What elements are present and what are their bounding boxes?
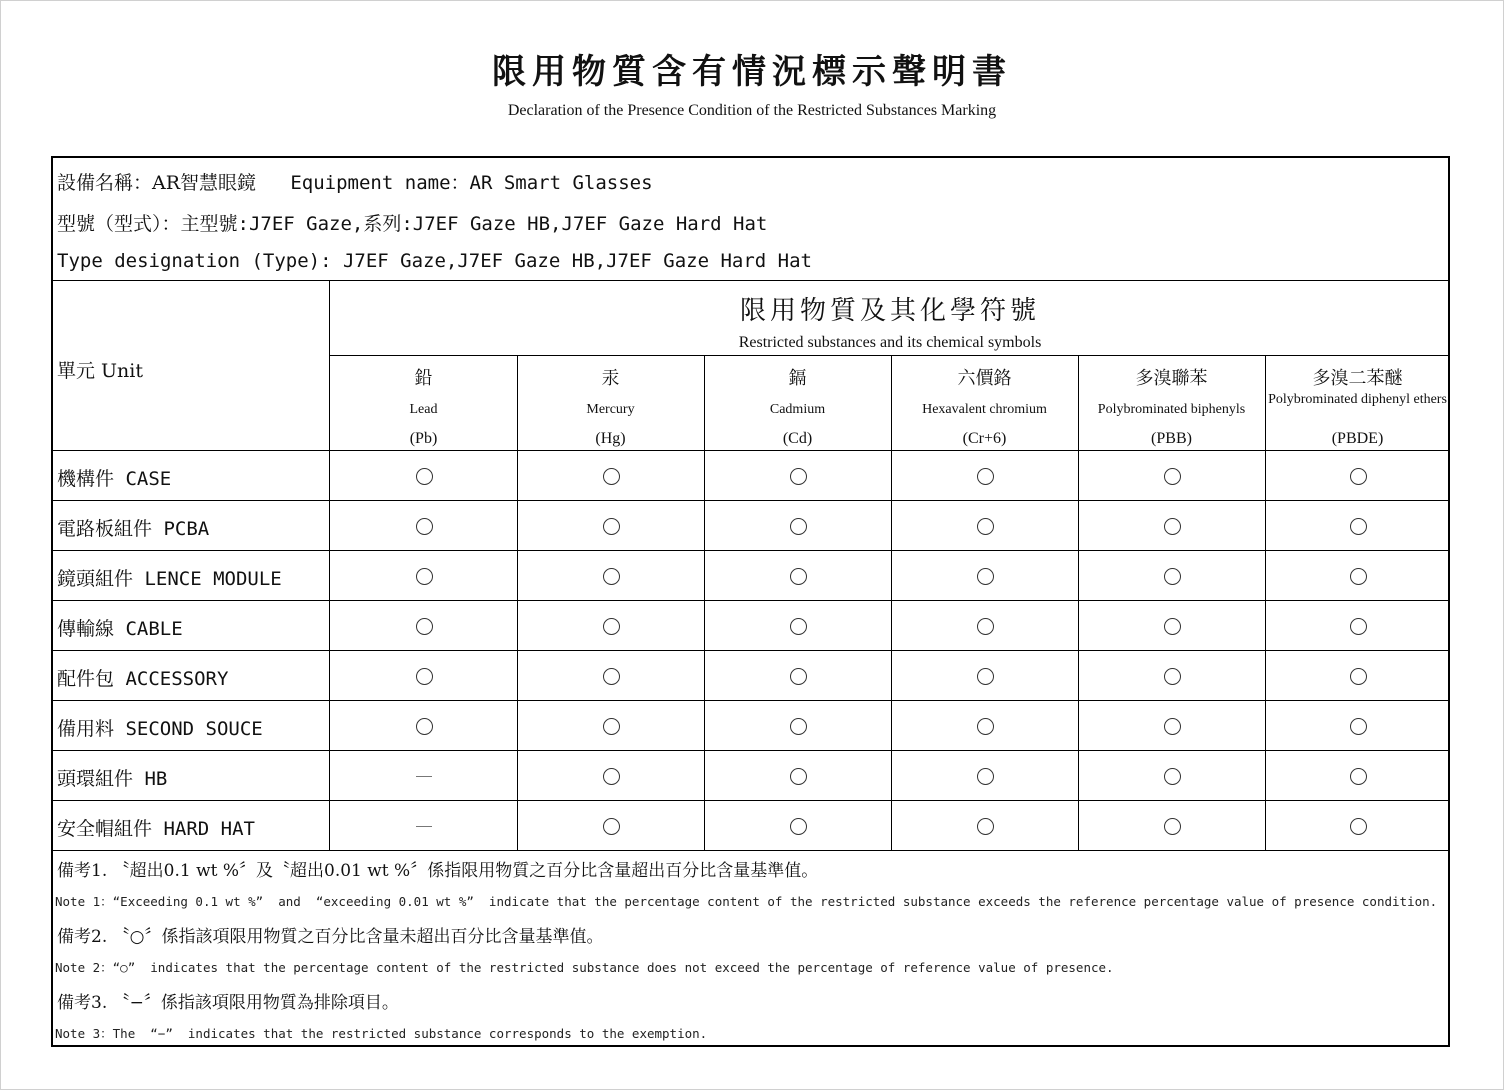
row-label: 頭環組件 HB bbox=[57, 768, 168, 790]
chemical-symbol: (PBB) bbox=[1151, 430, 1192, 447]
not-exceeding-mark bbox=[977, 668, 994, 685]
column-divider bbox=[891, 355, 892, 850]
chemical-symbol: (Cd) bbox=[782, 430, 813, 447]
not-exceeding-mark bbox=[977, 568, 994, 585]
not-exceeding-mark bbox=[790, 568, 807, 585]
restricted-substances-subtitle: Restricted substances and its chemical symbols bbox=[738, 334, 1042, 351]
not-exceeding-mark bbox=[603, 668, 620, 685]
column-header bbox=[517, 356, 704, 450]
substance-name-zh: 鎘 bbox=[788, 368, 807, 389]
substance-name-zh: 多溴二苯醚 bbox=[1312, 368, 1403, 389]
not-exceeding-mark bbox=[603, 718, 620, 735]
not-exceeding-mark bbox=[790, 518, 807, 535]
substance-name-en: Polybrominated diphenyl ethers bbox=[1268, 392, 1447, 407]
column-header bbox=[1265, 356, 1450, 450]
note-3-zh: 備考3. 〝−〞係指該項限用物質為排除項目。 bbox=[57, 993, 399, 1013]
row-divider bbox=[52, 800, 1449, 801]
equipment-name-en: Equipment name：AR Smart Glasses bbox=[290, 172, 653, 194]
unit-column-divider bbox=[329, 281, 330, 851]
not-exceeding-mark bbox=[416, 618, 433, 635]
column-header bbox=[704, 356, 891, 450]
column-divider bbox=[1078, 355, 1079, 850]
column-divider bbox=[517, 355, 518, 850]
not-exceeding-mark bbox=[1164, 568, 1181, 585]
row-label: 機構件 CASE bbox=[57, 468, 172, 490]
not-exceeding-mark bbox=[416, 568, 433, 585]
column-header bbox=[1078, 356, 1265, 450]
not-exceeding-mark bbox=[790, 718, 807, 735]
column-header bbox=[891, 356, 1078, 450]
note-2-en: Note 2：“○” indicates that the percentage content of the restricted substance does not exceed the percentage of reference value of presence. bbox=[55, 960, 1114, 975]
group-header-divider bbox=[330, 355, 1450, 356]
not-exceeding-mark bbox=[603, 468, 620, 485]
info-divider bbox=[52, 280, 1449, 281]
substance-name-en: Cadmium bbox=[769, 402, 826, 417]
not-exceeding-mark bbox=[790, 668, 807, 685]
not-exceeding-mark bbox=[977, 718, 994, 735]
row-label: 安全帽組件 HARD HAT bbox=[57, 818, 255, 840]
note-2-zh: 備考2. 〝○〞係指該項限用物質之百分比含量未超出百分比含量基準值。 bbox=[57, 927, 604, 947]
not-exceeding-mark bbox=[416, 668, 433, 685]
not-exceeding-mark bbox=[1164, 468, 1181, 485]
column-divider bbox=[704, 355, 705, 850]
model-zh-line: 型號（型式）：主型號:J7EF Gaze,系列:J7EF Gaze HB,J7EF Gaze Hard Hat bbox=[57, 213, 768, 235]
row-label: 傳輸線 CABLE bbox=[57, 618, 183, 640]
chemical-symbol: (Pb) bbox=[409, 430, 438, 447]
row-label: 電路板組件 PCBA bbox=[57, 518, 210, 540]
row-divider bbox=[52, 550, 1449, 551]
note-3-en: Note 3：The “−” indicates that the restricted substance corresponds to the exemption. bbox=[55, 1026, 708, 1041]
note-1-zh: 備考1. 〝超出0.1 wt %〞及〝超出0.01 wt %〞係指限用物質之百分比含量超出百分比含量基準值。 bbox=[57, 861, 819, 881]
row-divider bbox=[52, 450, 1449, 451]
not-exceeding-mark bbox=[1350, 818, 1367, 835]
note-1-en: Note 1：“Exceeding 0.1 wt %” and “exceeding 0.01 wt %” indicate that the percentage content of the restricted substance exceeds the reference percentage value of presence condition. bbox=[55, 894, 1438, 909]
not-exceeding-mark bbox=[1350, 618, 1367, 635]
substance-name-en: Mercury bbox=[586, 402, 635, 417]
unit-header: 單元 Unit bbox=[57, 360, 144, 382]
exemption-mark bbox=[416, 776, 432, 777]
row-divider bbox=[52, 850, 1449, 851]
row-divider bbox=[52, 600, 1449, 601]
chemical-symbol: (Cr+6) bbox=[962, 430, 1007, 447]
not-exceeding-mark bbox=[977, 768, 994, 785]
substance-name-zh: 鉛 bbox=[414, 368, 433, 389]
not-exceeding-mark bbox=[603, 818, 620, 835]
equipment-name-zh: 設備名稱：AR智慧眼鏡 bbox=[57, 172, 257, 194]
not-exceeding-mark bbox=[1350, 768, 1367, 785]
substance-name-zh: 汞 bbox=[601, 368, 620, 389]
not-exceeding-mark bbox=[790, 618, 807, 635]
substance-name-en: Polybrominated biphenyls bbox=[1097, 402, 1246, 417]
column-divider bbox=[1265, 355, 1266, 850]
chemical-symbol: (Hg) bbox=[595, 430, 626, 447]
not-exceeding-mark bbox=[977, 518, 994, 535]
row-divider bbox=[52, 500, 1449, 501]
not-exceeding-mark bbox=[603, 618, 620, 635]
not-exceeding-mark bbox=[416, 468, 433, 485]
not-exceeding-mark bbox=[1350, 468, 1367, 485]
not-exceeding-mark bbox=[1350, 518, 1367, 535]
row-divider bbox=[52, 750, 1449, 751]
not-exceeding-mark bbox=[1164, 518, 1181, 535]
column-header bbox=[330, 356, 517, 450]
row-divider bbox=[52, 650, 1449, 651]
not-exceeding-mark bbox=[790, 768, 807, 785]
row-label: 鏡頭組件 LENCE MODULE bbox=[57, 568, 282, 590]
restricted-substances-title: 限用物質及其化學符號 bbox=[739, 296, 1040, 326]
not-exceeding-mark bbox=[1164, 618, 1181, 635]
not-exceeding-mark bbox=[1350, 668, 1367, 685]
page-title: 限用物質含有情況標示聲明書 bbox=[492, 52, 1012, 92]
row-label: 配件包 ACCESSORY bbox=[57, 668, 229, 690]
substance-name-zh: 六價鉻 bbox=[957, 368, 1012, 389]
not-exceeding-mark bbox=[1350, 718, 1367, 735]
equipment-name-line bbox=[57, 168, 653, 195]
not-exceeding-mark bbox=[603, 518, 620, 535]
substance-name-en: Lead bbox=[409, 402, 438, 417]
exemption-mark bbox=[416, 826, 432, 827]
not-exceeding-mark bbox=[1164, 818, 1181, 835]
not-exceeding-mark bbox=[1164, 768, 1181, 785]
not-exceeding-mark bbox=[977, 818, 994, 835]
page-subtitle: Declaration of the Presence Condition of the Restricted Substances Marking bbox=[507, 102, 997, 119]
not-exceeding-mark bbox=[416, 518, 433, 535]
row-divider bbox=[52, 700, 1449, 701]
not-exceeding-mark bbox=[603, 568, 620, 585]
not-exceeding-mark bbox=[1350, 568, 1367, 585]
substance-name-zh: 多溴聯苯 bbox=[1135, 368, 1208, 389]
not-exceeding-mark bbox=[790, 468, 807, 485]
not-exceeding-mark bbox=[977, 618, 994, 635]
row-label: 備用料 SECOND SOUCE bbox=[57, 718, 263, 740]
substance-name-en: Hexavalent chromium bbox=[922, 402, 1047, 417]
not-exceeding-mark bbox=[416, 718, 433, 735]
not-exceeding-mark bbox=[790, 818, 807, 835]
not-exceeding-mark bbox=[603, 768, 620, 785]
not-exceeding-mark bbox=[1164, 668, 1181, 685]
type-designation-line: Type designation (Type): J7EF Gaze,J7EF Gaze HB,J7EF Gaze Hard Hat bbox=[57, 250, 812, 272]
not-exceeding-mark bbox=[977, 468, 994, 485]
not-exceeding-mark bbox=[1164, 718, 1181, 735]
chemical-symbol: (PBDE) bbox=[1331, 430, 1384, 447]
